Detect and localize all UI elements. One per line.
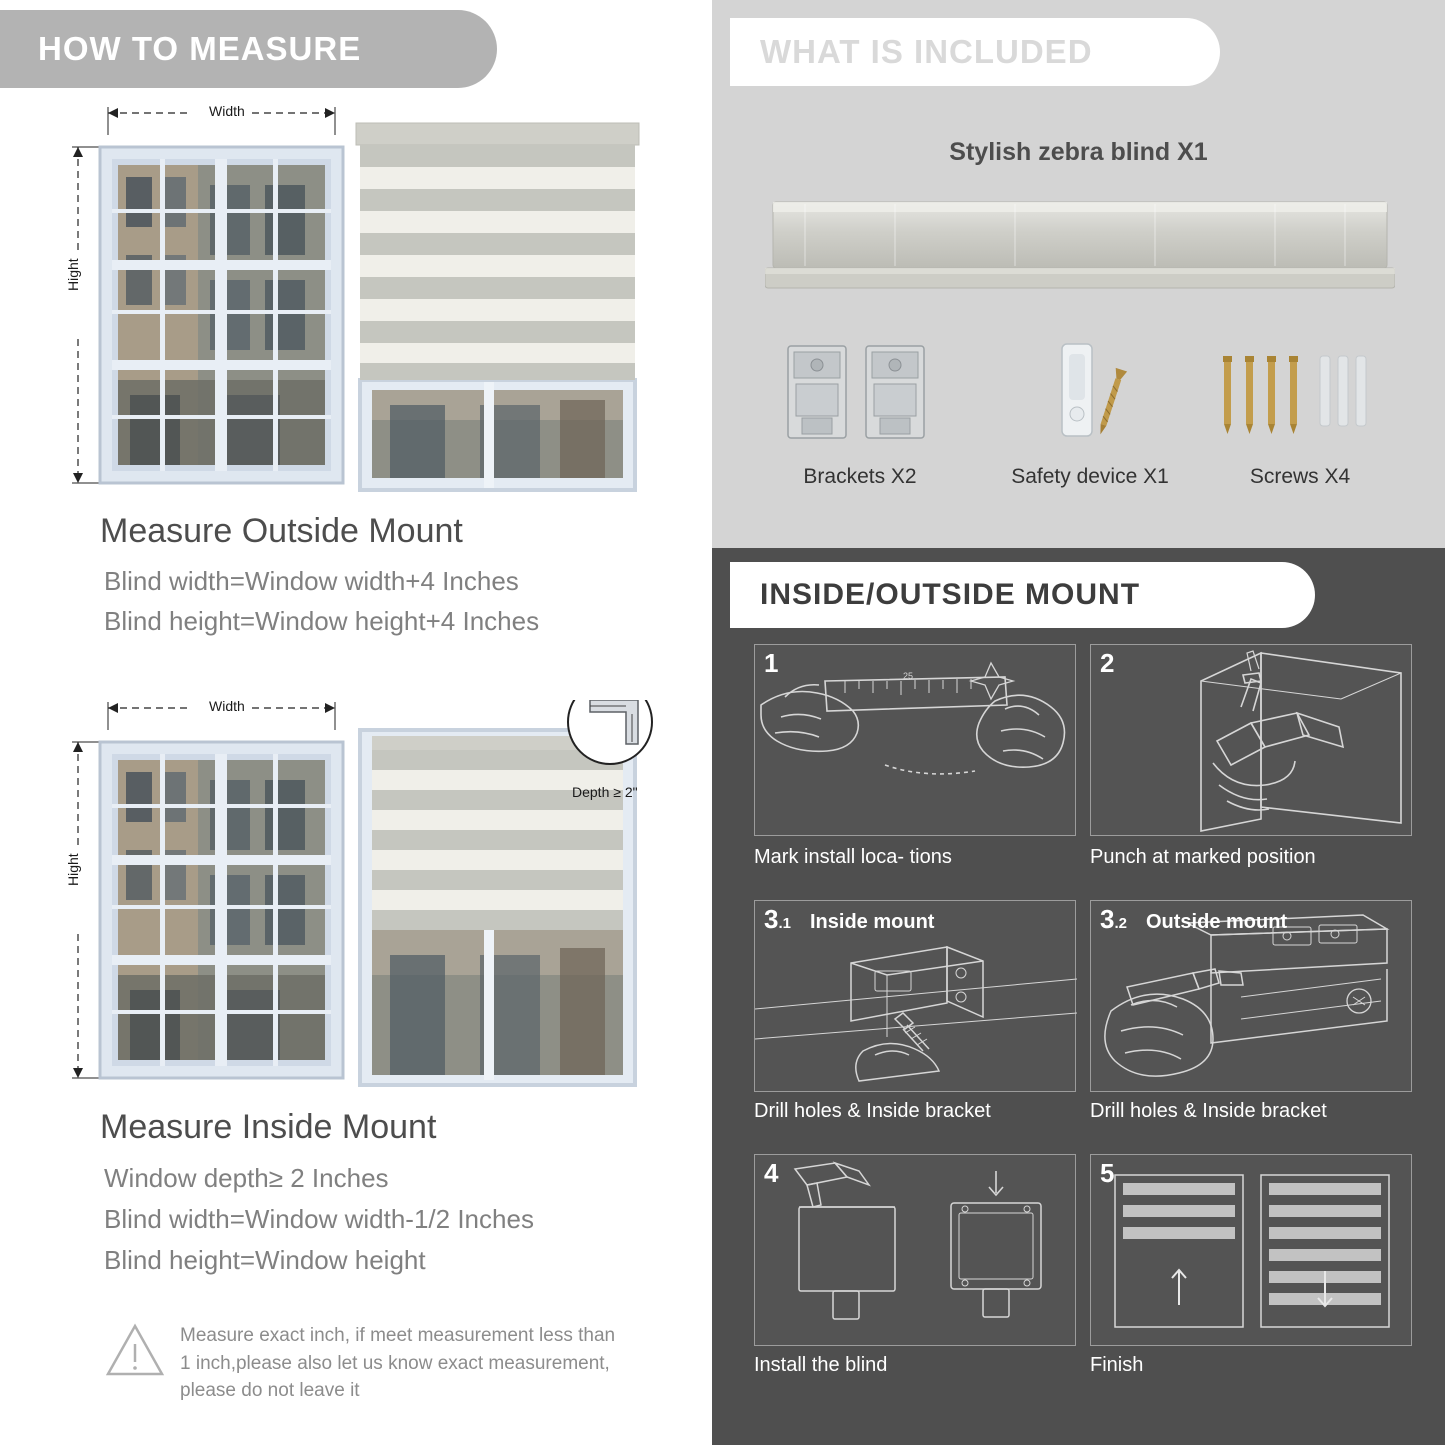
- outside-mount-drawing: [60, 105, 680, 505]
- how-to-measure-banner: [0, 10, 497, 88]
- step-4-box: [754, 1154, 1076, 1346]
- inside-mount-illustration: [60, 700, 680, 1100]
- step-4-caption: Install the blind: [754, 1354, 888, 1376]
- inside-height-label: Hight: [65, 849, 81, 890]
- how-to-measure-column: [0, 0, 712, 1445]
- inside-mount-line-3: Blind height=Window height: [104, 1245, 426, 1275]
- step-3-1-caption: Drill holes & Inside bracket: [754, 1100, 991, 1122]
- inside-mount-line-1: Window depth≥ 2 Inches: [104, 1163, 389, 1193]
- inside-mount-heading: Measure Inside Mount: [100, 1108, 437, 1146]
- svg-text:25: 25: [903, 671, 914, 681]
- depth-label: Depth ≥ 2": [572, 784, 638, 800]
- what-is-included-title: WHAT IS INCLUDED: [760, 33, 1093, 70]
- step-4-drawing: [755, 1155, 1077, 1347]
- brackets-label: Brackets X2: [803, 465, 917, 488]
- step-5-number: [1100, 1158, 1114, 1189]
- outside-mount-heading: Measure Outside Mount: [100, 512, 463, 550]
- step-3-1-number-text: 3: [764, 904, 779, 934]
- step-5-box: [1090, 1154, 1412, 1346]
- what-is-included-banner: [730, 18, 1220, 86]
- outside-mount-illustration: [60, 105, 680, 505]
- step-5-drawing: [1091, 1155, 1413, 1347]
- step-2-number: [1100, 648, 1114, 679]
- step-3-2-number-sub: .2: [1114, 915, 1127, 932]
- step-3-1-number-sub: .1: [778, 915, 791, 932]
- brackets-image: [780, 340, 940, 450]
- screws-image: [1215, 348, 1385, 448]
- step-3-2-number-text: 3: [1100, 904, 1115, 934]
- step-3-2-number: [1100, 904, 1127, 935]
- safety-device-label: Safety device X1: [1011, 465, 1169, 488]
- step-5-caption: Finish: [1090, 1354, 1144, 1376]
- inside-mount-line-2: Blind width=Window width-1/2 Inches: [104, 1204, 534, 1234]
- outside-width-label: Width: [205, 103, 249, 119]
- step-1-number: [764, 648, 778, 679]
- step-5-number-text: 5: [1100, 1158, 1115, 1188]
- step-1-drawing: [755, 645, 1077, 837]
- safety-device-image: [1052, 340, 1162, 450]
- inside-width-label: Width: [205, 698, 249, 714]
- step-3-1-inline-label: Inside mount: [810, 911, 935, 933]
- inside-outside-mount-banner: [730, 562, 1315, 628]
- outside-mount-line-2: Blind height=Window height+4 Inches: [104, 606, 540, 636]
- measure-warning-note: Measure exact inch, if meet measurement less than 1 inch,please also let us know exact measurement, please do not leave it: [180, 1325, 616, 1402]
- product-title: Stylish zebra blind X1: [949, 138, 1208, 166]
- inside-mount-drawing: [60, 700, 680, 1100]
- how-to-measure-title: HOW TO MEASURE: [38, 30, 362, 67]
- warning-icon: [104, 1320, 166, 1382]
- zebra-blind-product-image: [765, 196, 1395, 306]
- step-2-caption: Punch at marked position: [1090, 846, 1316, 868]
- step-3-2-caption: Drill holes & Inside bracket: [1090, 1100, 1327, 1122]
- screws-label: Screws X4: [1249, 465, 1351, 488]
- inside-outside-mount-title: INSIDE/OUTSIDE MOUNT: [760, 578, 1141, 611]
- step-2-number-text: 2: [1100, 648, 1115, 678]
- step-1-caption: Mark install loca- tions: [754, 846, 952, 868]
- outside-height-label: Hight: [65, 254, 81, 295]
- step-3-1-number: [764, 904, 791, 935]
- step-3-2-inline-label: Outside mount: [1146, 911, 1288, 933]
- step-4-number-text: 4: [764, 1158, 779, 1188]
- outside-mount-line-1: Blind width=Window width+4 Inches: [104, 566, 519, 596]
- step-1-box: [754, 644, 1076, 836]
- step-2-drawing: [1091, 645, 1413, 837]
- step-2-box: [1090, 644, 1412, 836]
- step-4-number: [764, 1158, 778, 1189]
- step-1-number-text: 1: [764, 648, 779, 678]
